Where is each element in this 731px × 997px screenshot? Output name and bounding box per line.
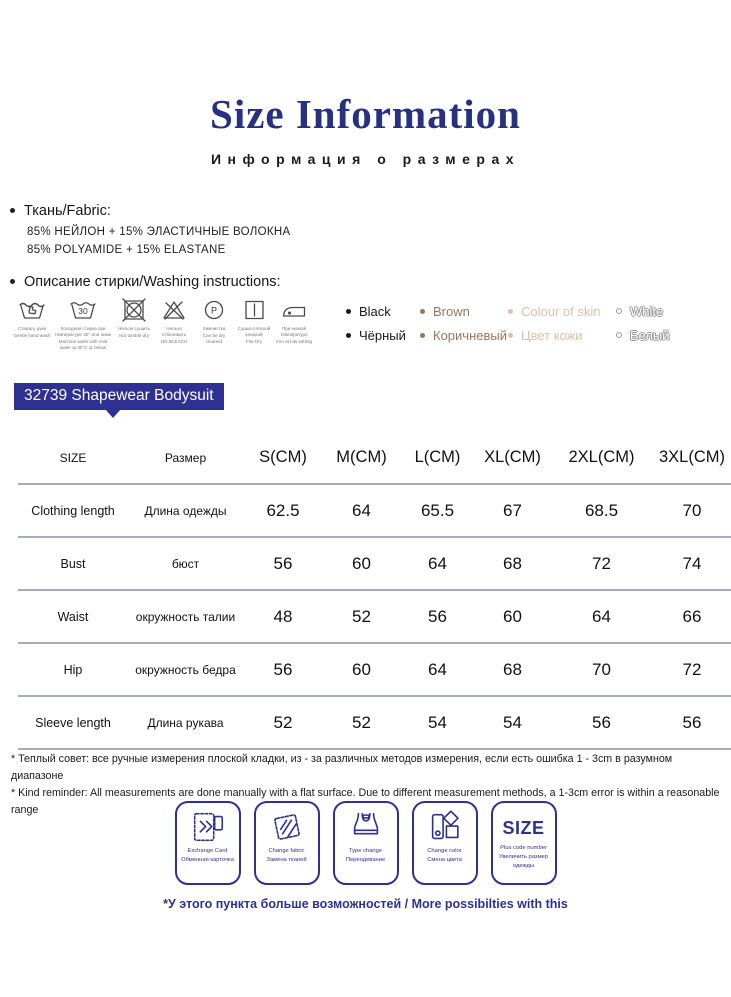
color-option-white <box>616 299 670 347</box>
product-label: 32739 Shapewear Bodysuit <box>14 383 224 410</box>
cell-value: 66 <box>653 590 731 643</box>
washing-caption-ru: Нельзя отбеливать <box>161 326 187 337</box>
footer-note: *У этого пункта больше возможностей / More possibilties with this <box>163 897 568 911</box>
cell-value: 56 <box>550 696 653 749</box>
card-change-color <box>412 801 478 885</box>
card-caption-en: Type change <box>348 848 383 854</box>
washing-caption-ru: Холодная стирка при температуре 30° или ниже <box>54 326 112 337</box>
color-dot <box>616 308 622 314</box>
washing-caption-ru: Химчистка <box>202 326 226 331</box>
washing-caption-en: Gentle hand wash <box>13 332 51 338</box>
washing-item-no-bleach <box>154 297 194 345</box>
flat-dry-icon <box>239 297 269 323</box>
header-size-m: M(CM) <box>323 432 400 484</box>
svg-text:30: 30 <box>78 306 88 316</box>
color-swatches-icon <box>426 808 464 846</box>
color-dot <box>346 333 351 338</box>
card-caption-ru: Обменная карточка <box>181 857 234 864</box>
card-caption-ru: Замена тканей <box>266 857 307 864</box>
table-row-waist <box>18 590 731 643</box>
cell-value: 54 <box>400 696 475 749</box>
iron-icon <box>279 297 309 323</box>
row-label-en: Bust <box>18 537 128 590</box>
washing-caption-en: NO BLEACH <box>160 338 188 344</box>
card-caption-en: Change color <box>427 848 462 854</box>
washing-caption-en: Machine wash with cold water at 30°C or below <box>58 338 108 350</box>
cell-value: 64 <box>400 643 475 696</box>
svg-text:P: P <box>210 305 218 316</box>
cell-value: 67 <box>475 484 550 537</box>
washing-caption-ru: Нельзя сушить <box>117 326 150 331</box>
row-label-en: Hip <box>18 643 128 696</box>
washing-caption-ru: Сушка плоской кладкой <box>237 326 271 337</box>
size-table <box>18 432 731 750</box>
fabric-heading: Ткань/Fabric: <box>10 203 111 219</box>
color-dot <box>346 309 351 314</box>
row-label-en: Waist <box>18 590 128 643</box>
page-title: Size Information <box>210 91 521 137</box>
color-dot <box>508 333 513 338</box>
size-wordmark: SIZE <box>502 818 545 838</box>
header-size-en: SIZE <box>18 432 128 484</box>
feature-cards <box>0 801 731 885</box>
washing-item-iron-low <box>274 297 314 345</box>
sports-bra-icon <box>347 808 385 846</box>
color-name-ru: Коричневый <box>433 327 507 343</box>
cell-value: 68 <box>475 643 550 696</box>
cell-value: 68.5 <box>550 484 653 537</box>
fabric-line-en: 85% POLYAMIDE + 15% ELASTANE <box>27 244 226 256</box>
cell-value: 72 <box>550 537 653 590</box>
cell-value: 70 <box>653 484 731 537</box>
card-caption-en: Change fabric <box>268 848 305 854</box>
table-row-hip <box>18 643 731 696</box>
fabric-line-ru: 85% НЕЙЛОН + 15% ЭЛАСТИЧНЫЕ ВОЛОКНА <box>27 226 291 238</box>
cell-value: 60 <box>475 590 550 643</box>
row-label-en: Clothing length <box>18 484 128 537</box>
washing-item-machine-wash-30 <box>52 297 114 351</box>
color-name-ru: Цвет кожи <box>521 327 583 343</box>
card-change-fabric <box>254 801 320 885</box>
machine-wash-30-icon <box>68 297 98 323</box>
page-subtitle: Информация о размерах <box>210 151 521 167</box>
color-name-ru: Чёрный <box>359 327 406 343</box>
cell-value: 54 <box>475 696 550 749</box>
washing-caption-en: Not tumble dry <box>119 332 149 338</box>
card-exchange-card <box>175 801 241 885</box>
color-dot <box>420 333 425 338</box>
washing-icons-strip <box>12 297 314 351</box>
table-header-row <box>18 432 731 484</box>
color-dot <box>508 309 513 314</box>
bullet-icon <box>10 279 15 284</box>
header-size-ru: Размер <box>128 432 243 484</box>
color-name-en: White <box>630 303 664 319</box>
cell-value: 70 <box>550 643 653 696</box>
cell-value: 52 <box>323 696 400 749</box>
header-size-s: S(CM) <box>243 432 323 484</box>
table-row-bust <box>18 537 731 590</box>
no-tumble-dry-icon <box>119 297 149 323</box>
header-size-2xl: 2XL(CM) <box>550 432 653 484</box>
exchange-card-icon <box>189 808 227 846</box>
reminder-en: * Kind reminder: All measurements are done manually with a flat surface. Due to different measurement methods, a 1-3cm error is within a reasonable range <box>11 787 720 816</box>
row-label-ru: окружность талии <box>128 590 243 643</box>
washing-item-flat-dry <box>234 297 274 345</box>
color-dot <box>616 332 622 338</box>
color-name-en: Black <box>359 303 391 319</box>
color-name-ru: Белый <box>630 327 670 343</box>
hand-wash-icon <box>17 297 47 323</box>
table-row-clothing-length <box>18 484 731 537</box>
color-option-skin <box>508 299 616 347</box>
header-size-3xl: 3XL(CM) <box>653 432 731 484</box>
washing-caption-en: Can be dry cleaned <box>202 332 226 344</box>
washing-caption-ru: При низкой температуре <box>280 326 308 337</box>
color-option-black <box>346 299 420 347</box>
card-caption-ru: Переодевание <box>345 857 386 864</box>
reminder-ru: * Теплый совет: все ручные измерения плоской кладки, из - за различных методов измерения, если есть ошибка 1 - 3cm в разумном диапазоне <box>11 753 673 782</box>
cell-value: 68 <box>475 537 550 590</box>
washing-item-no-tumble-dry <box>114 297 154 339</box>
cell-value: 56 <box>653 696 731 749</box>
cell-value: 56 <box>400 590 475 643</box>
cell-value: 64 <box>550 590 653 643</box>
cell-value: 48 <box>243 590 323 643</box>
header-size-l: L(CM) <box>400 432 475 484</box>
washing-caption-ru: Стирать руки <box>17 326 47 331</box>
card-type-change <box>333 801 399 885</box>
cell-value: 62.5 <box>243 484 323 537</box>
color-options <box>346 299 670 347</box>
washing-caption-en: Iron at low setting <box>275 338 312 344</box>
card-caption-ru: Смена цвета <box>427 857 462 864</box>
cell-value: 52 <box>243 696 323 749</box>
cell-value: 56 <box>243 643 323 696</box>
dry-clean-icon <box>199 297 229 323</box>
no-bleach-icon <box>159 297 189 323</box>
row-label-ru: бюст <box>128 537 243 590</box>
cell-value: 72 <box>653 643 731 696</box>
washing-heading: Описание стирки/Washing instructions: <box>10 274 281 290</box>
cell-value: 74 <box>653 537 731 590</box>
row-label-ru: окружность бедра <box>128 643 243 696</box>
washing-caption-en: Flat Dry <box>245 338 263 344</box>
color-name-en: Brown <box>433 303 470 319</box>
cell-value: 56 <box>243 537 323 590</box>
row-label-ru: Длина рукава <box>128 696 243 749</box>
row-label-en: Sleeve length <box>18 696 128 749</box>
cell-value: 64 <box>400 537 475 590</box>
table-row-sleeve-length <box>18 696 731 749</box>
color-option-brown <box>420 299 508 347</box>
fabric-swatch-icon <box>268 808 306 846</box>
cell-value: 60 <box>323 643 400 696</box>
label-pointer <box>105 409 121 418</box>
cell-value: 65.5 <box>400 484 475 537</box>
cell-value: 60 <box>323 537 400 590</box>
card-caption-en: Exchange Card <box>187 848 228 854</box>
cell-value: 52 <box>323 590 400 643</box>
header-size-xl: XL(CM) <box>475 432 550 484</box>
row-label-ru: Длина одежды <box>128 484 243 537</box>
card-size-plus <box>491 801 557 885</box>
color-dot <box>420 309 425 314</box>
bullet-icon <box>10 208 15 213</box>
color-name-en: Colour of skin <box>521 303 601 319</box>
card-caption-ru: Увеличить размер одежды <box>498 854 549 869</box>
card-caption-en: Plus code number <box>500 845 547 851</box>
cell-value: 64 <box>323 484 400 537</box>
washing-item-hand-wash <box>12 297 52 339</box>
washing-item-dry-clean <box>194 297 234 345</box>
